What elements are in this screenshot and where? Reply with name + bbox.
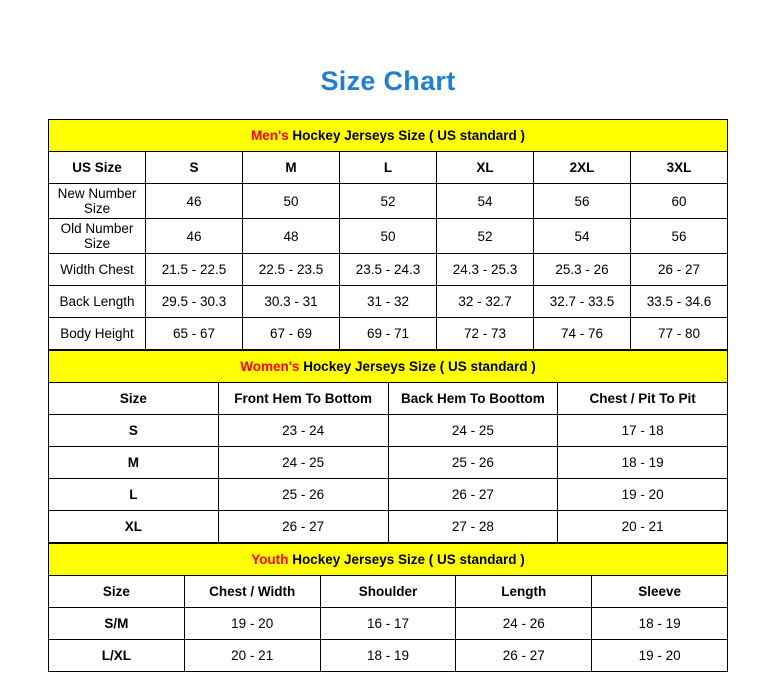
youth-header-cell: Chest / Width [184, 576, 320, 608]
womens-header-cell: Chest / Pit To Pit [558, 383, 728, 415]
youth-band-row [49, 544, 728, 576]
row-label: L [49, 479, 219, 511]
table-cell: 17 - 18 [558, 415, 728, 447]
table-row [49, 447, 728, 479]
womens-band-rest: Hockey Jerseys Size ( US standard ) [299, 359, 536, 374]
table-cell: 67 - 69 [243, 318, 340, 350]
table-cell: 26 - 27 [388, 479, 558, 511]
table-row [49, 184, 728, 219]
womens-header-cell: Back Hem To Boottom [388, 383, 558, 415]
youth-header-cell: Sleeve [592, 576, 728, 608]
mens-header-cell: US Size [49, 152, 146, 184]
mens-header-cell: 3XL [631, 152, 728, 184]
youth-header-cell: Length [456, 576, 592, 608]
table-cell: 32 - 32.7 [437, 286, 534, 318]
table-cell: 23 - 24 [218, 415, 388, 447]
table-cell: 20 - 21 [184, 640, 320, 672]
table-cell: 18 - 19 [592, 608, 728, 640]
table-cell: 46 [146, 219, 243, 254]
youth-band-rest: Hockey Jerseys Size ( US standard ) [288, 552, 525, 567]
row-label: Width Chest [49, 254, 146, 286]
table-cell: 19 - 20 [558, 479, 728, 511]
youth-header-row [49, 576, 728, 608]
mens-band-highlight: Men's [250, 128, 289, 143]
mens-header-cell: M [243, 152, 340, 184]
row-label: Back Length [49, 286, 146, 318]
table-cell: 25 - 26 [388, 447, 558, 479]
table-cell: 27 - 28 [388, 511, 558, 543]
table-row [49, 640, 728, 672]
row-label: Body Height [49, 318, 146, 350]
youth-band-label [49, 544, 728, 576]
table-cell: 65 - 67 [146, 318, 243, 350]
mens-header-cell: XL [437, 152, 534, 184]
table-cell: 20 - 21 [558, 511, 728, 543]
youth-band-highlight: Youth [251, 552, 289, 567]
table-row [49, 318, 728, 350]
mens-band-rest: Hockey Jerseys Size ( US standard ) [288, 128, 526, 143]
table-cell: 56 [534, 184, 631, 219]
table-cell: 26 - 27 [631, 254, 728, 286]
mens-band-label [49, 120, 728, 152]
table-cell: 48 [243, 219, 340, 254]
mens-band-row [49, 120, 728, 152]
table-cell: 52 [340, 184, 437, 219]
table-cell: 33.5 - 34.6 [631, 286, 728, 318]
table-row [49, 511, 728, 543]
youth-header-cell: Size [49, 576, 185, 608]
table-row [49, 608, 728, 640]
row-label: New Number Size [49, 184, 146, 219]
table-cell: 19 - 20 [184, 608, 320, 640]
row-label: S/M [49, 608, 185, 640]
table-cell: 18 - 19 [320, 640, 456, 672]
table-cell: 31 - 32 [340, 286, 437, 318]
womens-size-table [48, 350, 728, 543]
table-cell: 30.3 - 31 [243, 286, 340, 318]
size-chart [48, 119, 728, 672]
table-cell: 26 - 27 [218, 511, 388, 543]
table-cell: 29.5 - 30.3 [146, 286, 243, 318]
table-cell: 22.5 - 23.5 [243, 254, 340, 286]
table-cell: 69 - 71 [340, 318, 437, 350]
youth-header-cell: Shoulder [320, 576, 456, 608]
table-cell: 50 [340, 219, 437, 254]
row-label: Old Number Size [49, 219, 146, 254]
mens-header-row [49, 152, 728, 184]
table-cell: 19 - 20 [592, 640, 728, 672]
row-label: XL [49, 511, 219, 543]
table-cell: 54 [437, 184, 534, 219]
youth-size-table [48, 543, 728, 672]
womens-header-row [49, 383, 728, 415]
table-cell: 46 [146, 184, 243, 219]
table-cell: 24 - 25 [218, 447, 388, 479]
table-cell: 26 - 27 [456, 640, 592, 672]
womens-header-cell: Size [49, 383, 219, 415]
table-cell: 54 [534, 219, 631, 254]
row-label: L/XL [49, 640, 185, 672]
mens-header-cell: L [340, 152, 437, 184]
table-row [49, 286, 728, 318]
row-label: M [49, 447, 219, 479]
table-cell: 60 [631, 184, 728, 219]
table-cell: 77 - 80 [631, 318, 728, 350]
table-cell: 25.3 - 26 [534, 254, 631, 286]
mens-header-cell: S [146, 152, 243, 184]
row-label: S [49, 415, 219, 447]
table-cell: 52 [437, 219, 534, 254]
table-cell: 24 - 25 [388, 415, 558, 447]
womens-band-highlight: Women's [240, 359, 300, 374]
table-cell: 18 - 19 [558, 447, 728, 479]
table-cell: 72 - 73 [437, 318, 534, 350]
table-cell: 21.5 - 22.5 [146, 254, 243, 286]
table-cell: 24.3 - 25.3 [437, 254, 534, 286]
table-row [49, 415, 728, 447]
page-title: Size Chart [320, 66, 456, 96]
mens-header-cell: 2XL [534, 152, 631, 184]
table-cell: 50 [243, 184, 340, 219]
table-row [49, 254, 728, 286]
womens-band-label [49, 351, 728, 383]
table-row [49, 479, 728, 511]
womens-band-row [49, 351, 728, 383]
table-cell: 23.5 - 24.3 [340, 254, 437, 286]
table-cell: 16 - 17 [320, 608, 456, 640]
mens-size-table [48, 119, 728, 350]
table-row [49, 219, 728, 254]
table-cell: 74 - 76 [534, 318, 631, 350]
table-cell: 32.7 - 33.5 [534, 286, 631, 318]
table-cell: 56 [631, 219, 728, 254]
womens-header-cell: Front Hem To Bottom [218, 383, 388, 415]
table-cell: 24 - 26 [456, 608, 592, 640]
table-cell: 25 - 26 [218, 479, 388, 511]
